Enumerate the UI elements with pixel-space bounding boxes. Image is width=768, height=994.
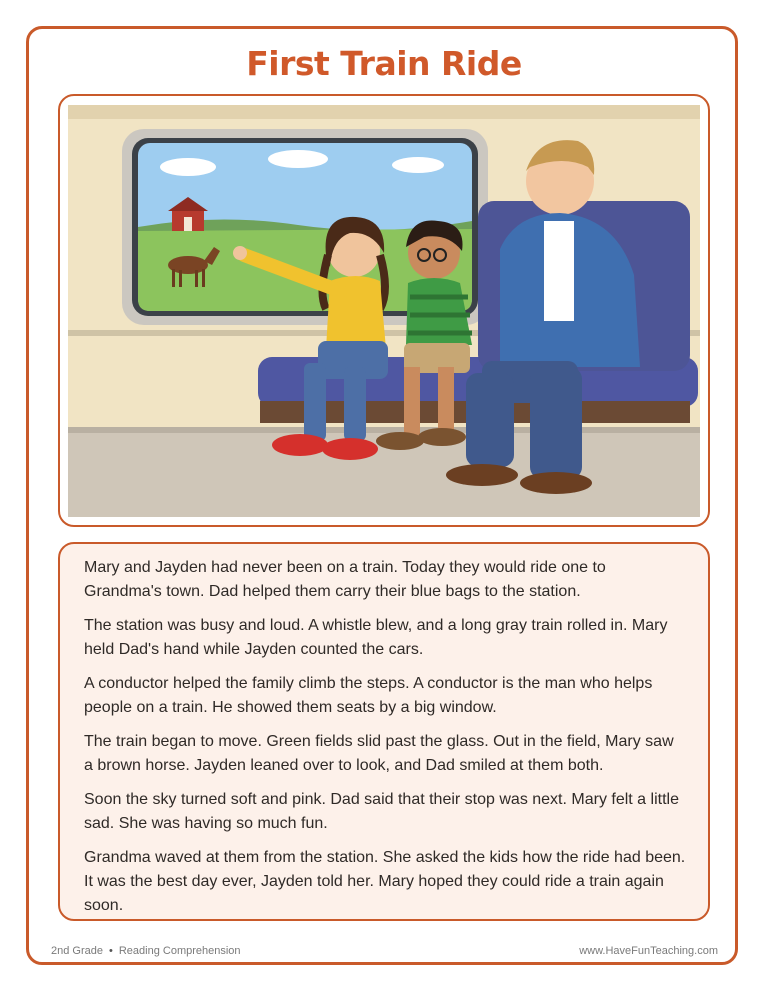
story-paragraph: A conductor helped the family climb the steps. A conductor is the man who helps people on a train. He showed them seats by a big window. (84, 675, 653, 716)
story-paragraph: The train began to move. Green fields slid past the glass. Out in the field, Mary saw a brown horse. Jayden leaned over to look, and Dad smiled at them both. (84, 733, 674, 774)
story-paragraph: The station was busy and loud. A whistle blew, and a long gray train rolled in. Mary held Dad's hand while Jayden counted the cars. (84, 617, 668, 658)
separator-dot: • (108, 945, 113, 957)
story-text-panel (58, 542, 710, 921)
grade-label: 2nd Grade (51, 945, 103, 957)
train-window-scene-icon (68, 105, 700, 517)
subject-label: Reading Comprehension (118, 945, 241, 957)
footer-grade-subject (51, 945, 241, 957)
story-paragraph: Mary and Jayden had never been on a train. Today they would ride one to Grandma's town. Dad helped them carry their blue bags to the station. (84, 559, 606, 600)
story-illustration (58, 94, 710, 527)
story-paragraph: Soon the sky turned soft and pink. Dad said that their stop was next. Mary felt a little sad. She was having so much fun. (84, 791, 679, 832)
story-paragraph: Grandma waved at them from the station. She asked the kids how the ride had been. It was the best day ever, Jayden told her. Mary hoped they could ride a train again soon. (84, 849, 686, 914)
footer-website: www.HaveFunTeaching.com (579, 945, 718, 957)
page-title: First Train Ride (246, 44, 522, 83)
